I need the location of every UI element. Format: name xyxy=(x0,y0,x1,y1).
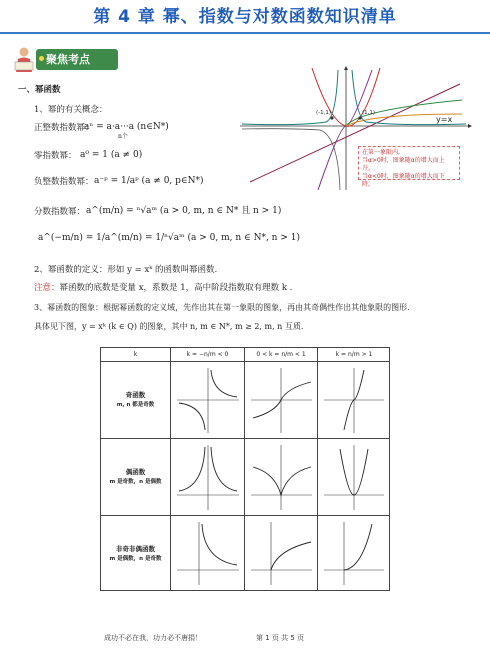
neg-label: 负整数指数幂： xyxy=(34,177,94,187)
badge-label: 聚焦考点 xyxy=(36,49,118,70)
table-header-neg: k = −n/m < 0 xyxy=(171,348,245,362)
plot-neither-neg xyxy=(175,520,241,587)
row-odd-title: 奇函数 xyxy=(125,391,146,399)
note-line-3: 当α<0时，图象随α的增大而下降。 xyxy=(362,173,445,188)
table-row-label-odd xyxy=(101,362,171,439)
plot-odd-neg xyxy=(175,366,241,435)
item-1: 1、幂的有关概念： xyxy=(34,105,108,115)
page-title: 第 4 章 幂、指数与对数函数知识清单 xyxy=(93,7,397,27)
row-odd-cond: m, n 都是奇数 xyxy=(116,402,155,408)
table-row-label-neither xyxy=(101,516,171,591)
plot-even-mid xyxy=(249,443,314,512)
label-point-neg: (-1,1) xyxy=(316,110,332,116)
table-cell xyxy=(171,516,245,591)
note-label: 注意： xyxy=(34,283,60,293)
table-header-k: k xyxy=(101,348,171,362)
table-header-gt1: k = n/m > 1 xyxy=(318,348,390,362)
table-cell xyxy=(318,439,390,516)
note-line-2: 当α>0时，图象随α的增大而上升。 xyxy=(362,157,445,172)
frac-neg-formula: a^(−m/n) = 1/a^(m/n) = 1/ⁿ√aᵐ (a > 0, m, n ∈ N*, n > 1) xyxy=(38,233,300,243)
table-cell xyxy=(318,516,390,591)
graph-note-box xyxy=(358,146,460,188)
zero-label: 零指数幂： xyxy=(34,151,77,161)
reader-icon xyxy=(12,46,36,74)
pos-int-label: 正整数指数幂： xyxy=(34,123,94,133)
plot-neither-gt1 xyxy=(322,520,386,587)
row-neither-title: 非奇非偶函数 xyxy=(116,544,155,553)
item-3: 3、幂函数的图象：根据幂函数的定义域，先作出其在第一象限的图象，再由其奇偶性作出其他象限的图形. xyxy=(34,303,410,312)
plot-odd-gt1 xyxy=(322,366,386,435)
table-cell xyxy=(245,362,318,439)
plot-odd-mid xyxy=(249,366,314,435)
section-heading: 一、幂函数 xyxy=(18,85,61,95)
frac-label: 分数指数幂： xyxy=(34,207,86,217)
section-badge xyxy=(12,46,118,72)
footer-page: 第 1 页 共 5 页 xyxy=(256,634,305,642)
plot-neither-mid xyxy=(249,520,314,587)
label-point-1-1: (1,1) xyxy=(362,110,376,116)
footer-motto: 成功不必在我，功力必不唐捐！ xyxy=(104,634,202,642)
item-3b: 具体见下图，y = xᵏ (k ∈ Q) 的图象，其中 n, m ∈ N*, m ≥ 2, m, n 互质. xyxy=(34,322,304,331)
frac-formula: a^(m/n) = ⁿ√aᵐ (a > 0, m, n ∈ N* 且 n > 1) xyxy=(86,206,282,216)
pos-int-formula: aⁿ = a·a···a (n∈N*) xyxy=(84,122,169,132)
label-yx: y=x xyxy=(436,115,453,124)
note-text: 幂函数的底数是变量 x，系数是 1，高中阶段指数取有理数 k . xyxy=(59,283,293,293)
table-cell xyxy=(318,362,390,439)
table-cell xyxy=(245,516,318,591)
note-line xyxy=(34,282,292,294)
table-header-mid: 0 < k = n/m < 1 xyxy=(245,348,318,362)
power-function-table xyxy=(100,347,390,591)
row-even-title: 偶函数 xyxy=(125,468,146,476)
table-cell xyxy=(171,439,245,516)
table-cell xyxy=(171,362,245,439)
table-cell xyxy=(245,439,318,516)
note-line-1: 在第一象限内, xyxy=(362,149,400,156)
pos-int-under: n个 xyxy=(118,133,128,140)
page-title-bar xyxy=(0,0,490,34)
plot-even-neg xyxy=(175,443,241,512)
row-neither-cond: m 是偶数，n 是奇数 xyxy=(109,555,162,562)
row-even-cond: m 是奇数，n 是偶数 xyxy=(109,479,162,485)
neg-formula: a⁻ᵖ = 1/aᵖ (a ≠ 0, p∈N*) xyxy=(94,176,204,186)
plot-even-gt1 xyxy=(322,443,386,512)
item-2: 2、幂函数的定义：形如 y = xᵏ 的函数叫幂函数. xyxy=(34,265,218,275)
zero-formula: a⁰ = 1 (a ≠ 0) xyxy=(80,150,143,160)
table-row-label-even xyxy=(101,439,171,516)
